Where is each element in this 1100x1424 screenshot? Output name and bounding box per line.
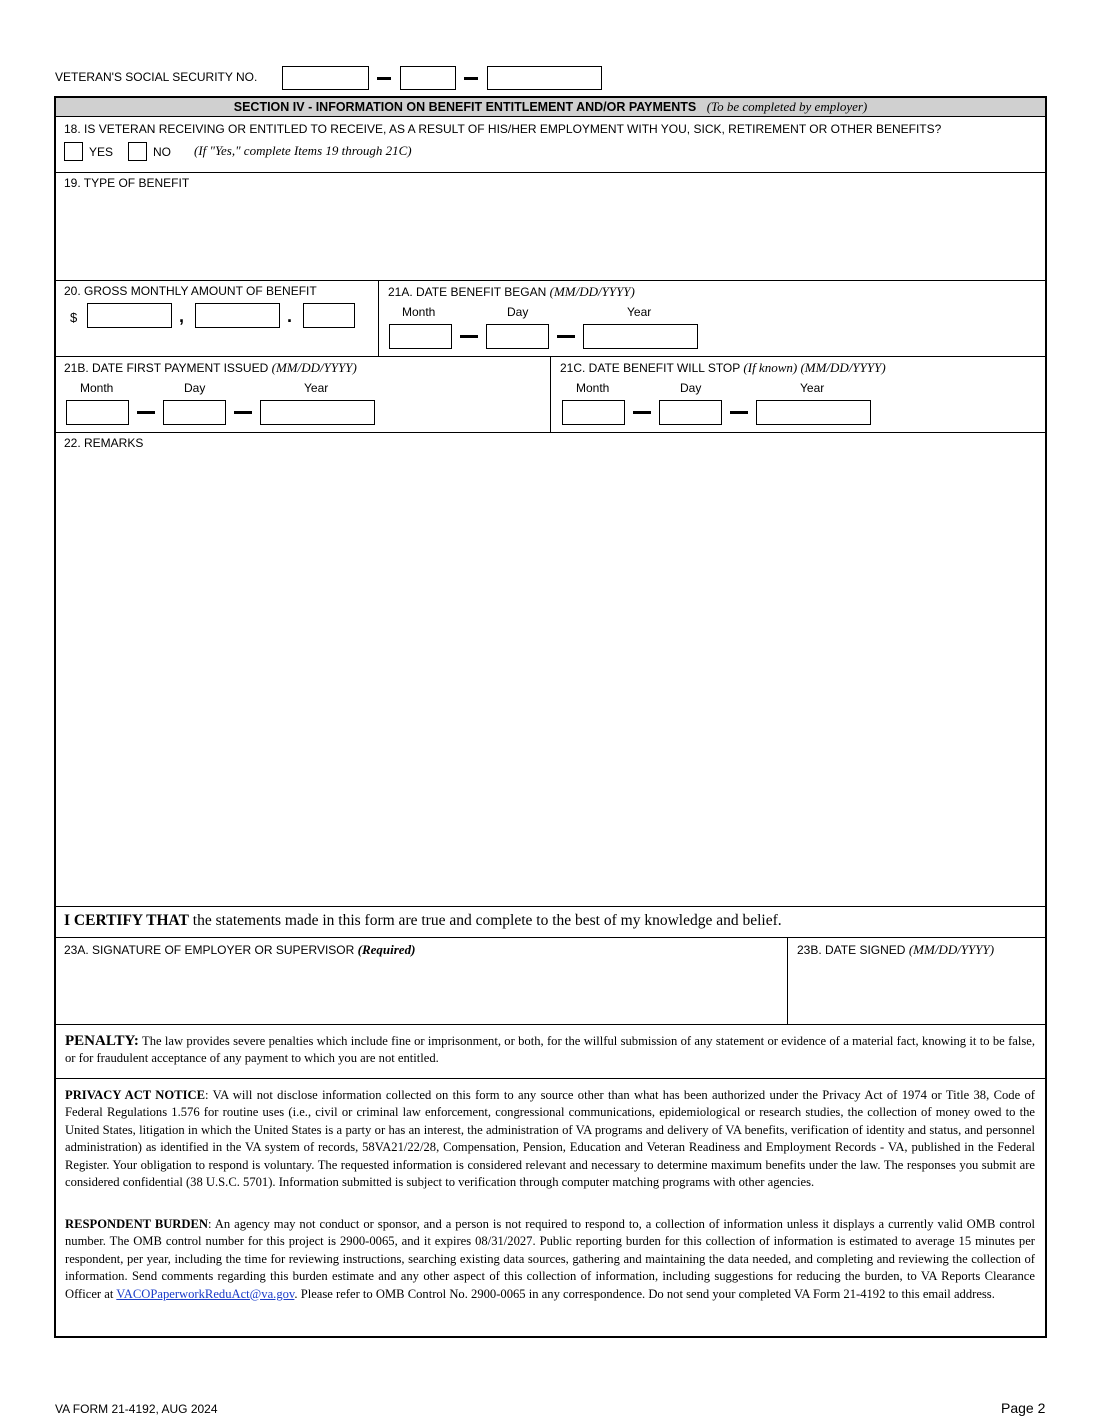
divider (56, 1078, 1045, 1079)
first-payment-day-input[interactable] (163, 400, 226, 425)
year-label: Year (800, 381, 825, 395)
yes-label: YES (89, 145, 114, 159)
item19-label: 19. TYPE OF BENEFIT (64, 176, 190, 190)
month-label: Month (80, 381, 114, 395)
decimal-separator: . (287, 306, 293, 326)
burden-text: : An agency may not conduct or sponsor, and a person is not required to respond to, a collection of information unless it displays a currently valid OMB control number. The OMB control number for this project is 2900-0065, and it expires 08/31/2027. Public reporting burden for this collection of information is estimated to average 15 minutes per respondent, per year, including the time for reviewing instructions, searching existing data sources, gathering and maintaining the data needed, and completing and reviewing the collection of information. Send comments regarding this burden estimate and any other aspect of this collection of information, including suggestions for reducing the burden, to VA Reports Clearance Officer at (65, 1217, 1035, 1301)
ssn-part2-input[interactable] (400, 66, 456, 90)
date-dash (137, 411, 155, 414)
day-label: Day (680, 381, 702, 395)
amount-cents-input[interactable] (303, 303, 355, 328)
certify-lead: I CERTIFY THAT (64, 912, 189, 929)
begin-month-input[interactable] (389, 324, 452, 349)
certify-text: the statements made in this form are true and complete to the best of my knowledge and belief. (188, 912, 782, 929)
burden-lead: RESPONDENT BURDEN (65, 1217, 208, 1231)
divider (56, 172, 1045, 173)
penalty-notice (65, 1033, 1035, 1068)
burden-text-after: . Please refer to OMB Control No. 2900-0065 in any correspondence. Do not send your completed VA Form 21-4192 to this email address. (294, 1286, 995, 1301)
item21a-format: (MM/DD/YYYY) (549, 284, 635, 299)
date-dash (234, 411, 252, 414)
respondent-burden-notice (65, 1216, 1035, 1303)
item23a-required: (Required) (357, 942, 416, 957)
day-label: Day (507, 305, 529, 319)
date-dash (730, 411, 748, 414)
ssn-part1-input[interactable] (282, 66, 369, 90)
type-of-benefit-field[interactable] (56, 190, 1045, 278)
penalty-text: The law provides severe penalties which include fine or imprisonment, or both, for the willful submission of any statement or evidence of a material fact, knowing it to be false, or for fraudulent acceptance of any payment to which you are not entitled. (65, 1034, 1035, 1066)
currency-symbol: $ (70, 310, 78, 325)
divider (56, 280, 1045, 281)
stop-day-input[interactable] (659, 400, 722, 425)
item21a-label: 21A. DATE BENEFIT BEGAN (388, 285, 547, 299)
item22-label: 22. REMARKS (64, 436, 144, 450)
item21b-format: (MM/DD/YYYY) (271, 360, 357, 375)
no-checkbox[interactable] (128, 142, 147, 161)
privacy-text: : VA will not disclose information collected on this form to any source other than what has been authorized under the Privacy Act of 1974 or Title 38, Code of Federal Regulations 1.576 for routine uses (i.e., civil or criminal law enforcement, congressional communications, epidemiological or research studies, the collection of money owed to the United States, litigation in which the United States is a party or has an interest, the administration of VA programs and delivery of VA benefits, verification of identity and status, and personnel administration) as identified in the VA system of records, 58VA21/22/28, Compensation, Pension, Education and Veteran Readiness and Employment Records - VA, published in the Federal Register. Your obligation to respond is voluntary. The requested information is considered relevant and necessary to determine maximum benefits under the law. The responses you submit are considered confidential (38 U.S.C. 5701). Information submitted is subject to verification through computer matching programs with other agencies. (65, 1088, 1035, 1190)
month-label: Month (576, 381, 610, 395)
first-payment-year-input[interactable] (260, 400, 375, 425)
ssn-dash (464, 77, 478, 80)
date-signed-field[interactable] (788, 958, 1044, 1022)
yes-checkbox[interactable] (64, 142, 83, 161)
ssn-part3-input[interactable] (487, 66, 602, 90)
item23b-label: 23B. DATE SIGNED (797, 943, 906, 957)
date-dash (557, 335, 575, 338)
item21c-label: 21C. DATE BENEFIT WILL STOP (560, 361, 741, 375)
signature-field[interactable] (56, 958, 786, 1022)
section-title: SECTION IV - INFORMATION ON BENEFIT ENTITLEMENT AND/OR PAYMENTS (233, 100, 697, 114)
page-number: Page 2 (1001, 1400, 1046, 1416)
divider (56, 432, 1045, 433)
day-label: Day (184, 381, 206, 395)
first-payment-month-input[interactable] (66, 400, 129, 425)
item18-instruction: (If "Yes," complete Items 19 through 21C) (194, 143, 412, 158)
no-label: NO (153, 145, 171, 159)
divider (56, 1024, 1045, 1025)
item18-question: 18. IS VETERAN RECEIVING OR ENTITLED TO RECEIVE, AS A RESULT OF HIS/HER EMPLOYMENT WITH YOU, SICK, RETIREMENT OR OTHER BENEFITS? (64, 122, 942, 136)
comma-separator: , (179, 306, 185, 326)
item21b-label: 21B. DATE FIRST PAYMENT ISSUED (64, 361, 269, 375)
item20-label: 20. GROSS MONTHLY AMOUNT OF BENEFIT (64, 284, 317, 298)
month-label: Month (402, 305, 436, 319)
section-note: (To be completed by employer) (706, 99, 868, 114)
date-dash (633, 411, 651, 414)
divider (378, 280, 379, 356)
year-label: Year (627, 305, 652, 319)
stop-month-input[interactable] (562, 400, 625, 425)
penalty-lead: PENALTY: (65, 1033, 139, 1049)
divider (550, 356, 551, 432)
item23a-label: 23A. SIGNATURE OF EMPLOYER OR SUPERVISOR (64, 943, 355, 957)
date-dash (460, 335, 478, 338)
section-header (56, 98, 1045, 117)
begin-day-input[interactable] (486, 324, 549, 349)
form-number: VA FORM 21-4192, AUG 2024 (55, 1402, 218, 1416)
amount-thousands-input[interactable] (87, 303, 172, 328)
privacy-lead: PRIVACY ACT NOTICE (65, 1088, 205, 1102)
year-label: Year (304, 381, 329, 395)
item23b-format: (MM/DD/YYYY) (908, 942, 995, 957)
ssn-label: VETERAN'S SOCIAL SECURITY NO. (55, 70, 258, 84)
clearance-email-link[interactable]: VACOPaperworkReduAct@va.gov (116, 1286, 295, 1301)
certify-statement (64, 912, 782, 930)
item21c-format: (If known) (MM/DD/YYYY) (743, 360, 886, 375)
divider (56, 906, 1045, 907)
divider (56, 937, 1045, 938)
begin-year-input[interactable] (583, 324, 698, 349)
amount-hundreds-input[interactable] (195, 303, 280, 328)
ssn-dash (377, 77, 391, 80)
stop-year-input[interactable] (756, 400, 871, 425)
privacy-act-notice (65, 1087, 1035, 1191)
remarks-field[interactable] (56, 452, 1045, 904)
